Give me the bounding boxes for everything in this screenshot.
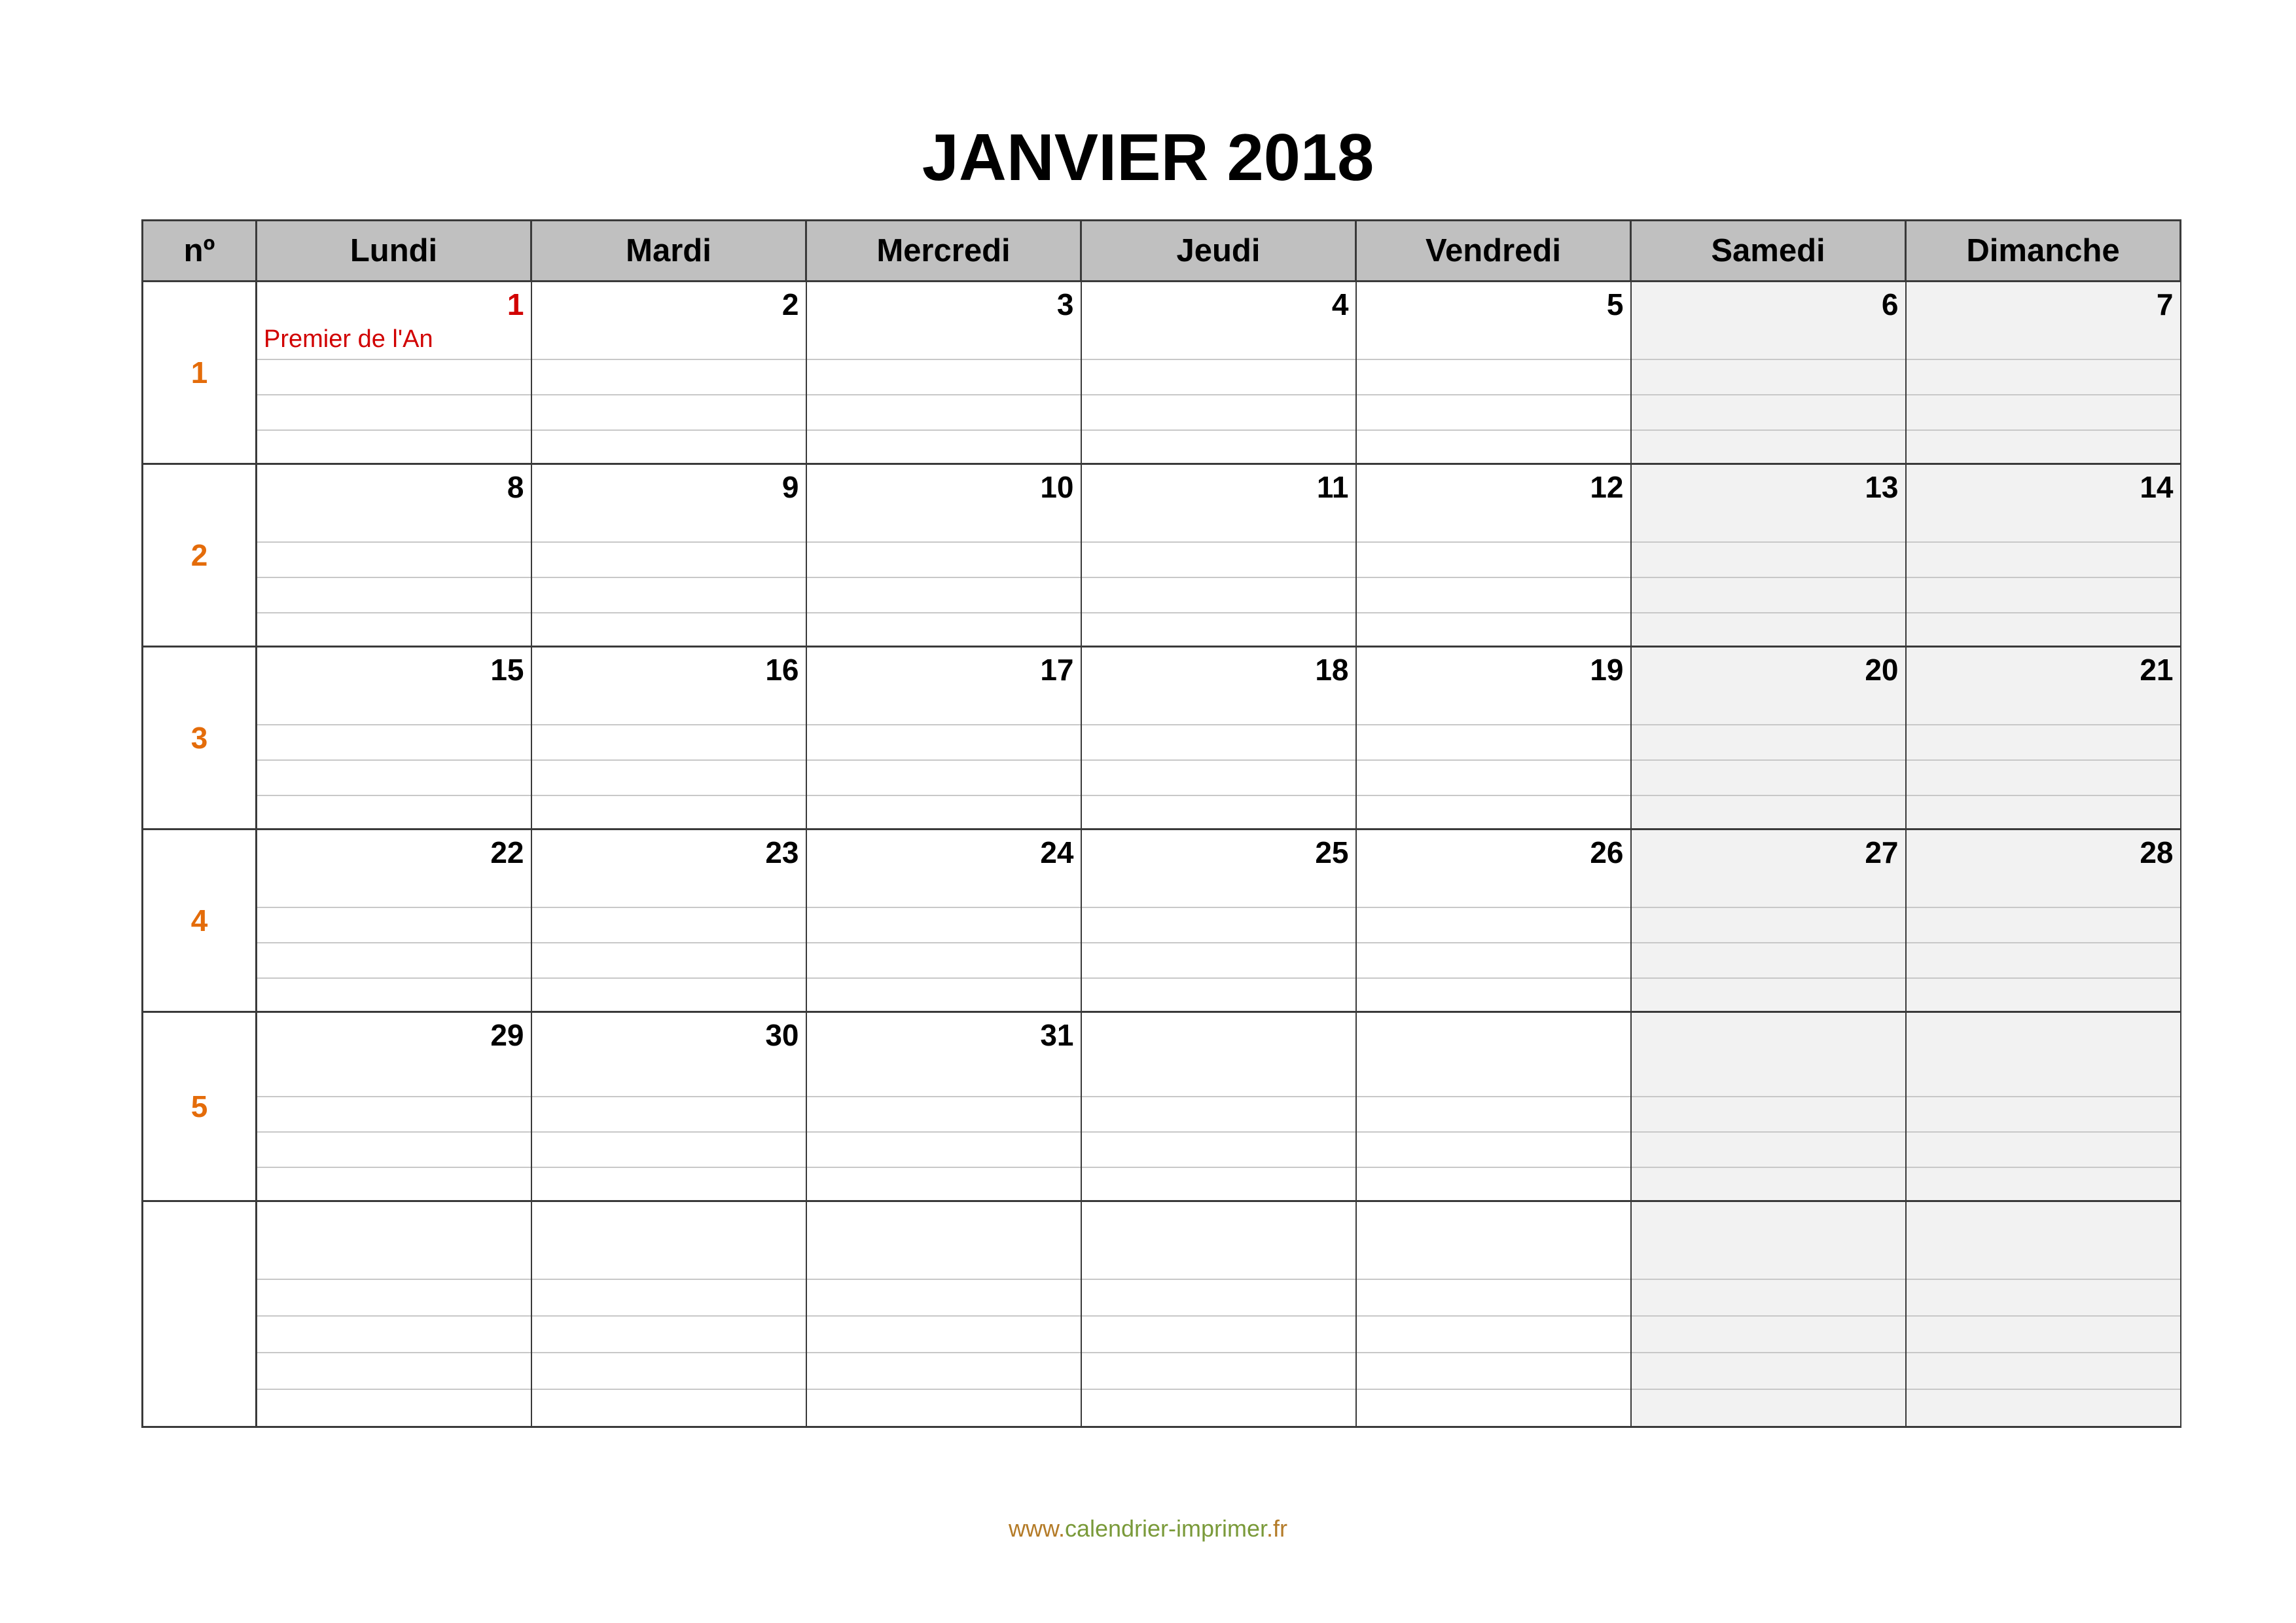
day-number: 4 — [1331, 287, 1349, 321]
note-line — [1082, 1131, 1355, 1133]
note-line — [1907, 759, 2180, 761]
footer-website — [0, 1512, 2296, 1545]
note-line — [807, 359, 1081, 360]
day-cell-jeudi[interactable] — [1081, 1012, 1356, 1201]
calendar-title: JANVIER 2018 — [922, 121, 1374, 194]
note-line — [257, 1352, 531, 1353]
note-line — [532, 977, 806, 979]
day-cell-mercredi[interactable] — [806, 282, 1081, 464]
week-number: 3 — [143, 647, 257, 830]
day-number: 30 — [765, 1018, 799, 1052]
note-line — [532, 759, 806, 761]
day-cell-mardi[interactable] — [531, 464, 806, 647]
day-cell-samedi[interactable] — [1631, 464, 1906, 647]
day-cell-vendredi[interactable] — [1356, 1012, 1631, 1201]
note-line — [532, 541, 806, 543]
note-line — [1357, 724, 1630, 725]
note-line — [1907, 724, 2180, 725]
day-cell-dimanche[interactable] — [1906, 647, 2181, 830]
day-cell-jeudi[interactable] — [1081, 464, 1356, 647]
day-cell-lundi[interactable] — [257, 464, 531, 647]
note-line — [807, 1315, 1081, 1317]
note-line — [1082, 1279, 1355, 1280]
day-number: 5 — [1606, 287, 1624, 321]
day-cell-dimanche[interactable] — [1906, 1012, 2181, 1201]
day-cell-mercredi[interactable] — [806, 830, 1081, 1012]
day-number: 11 — [1316, 470, 1349, 504]
day-number: 2 — [781, 287, 799, 321]
note-line — [1632, 1315, 1905, 1317]
week-number: 4 — [143, 830, 257, 1012]
note-line — [1632, 1352, 1905, 1353]
day-cell-mardi[interactable] — [531, 1012, 806, 1201]
day-cell-dimanche[interactable] — [1906, 282, 2181, 464]
week-row — [143, 647, 2181, 830]
day-number: 20 — [1865, 653, 1899, 687]
week-number — [143, 1201, 257, 1427]
note-line — [1632, 429, 1905, 431]
day-number: 21 — [2140, 653, 2174, 687]
weekday-header-row — [143, 221, 2181, 282]
note-line — [257, 942, 531, 943]
day-number: 6 — [1881, 287, 1899, 321]
week-row — [143, 1012, 2181, 1201]
note-line — [1082, 429, 1355, 431]
note-line — [807, 907, 1081, 908]
note-line — [532, 1279, 806, 1280]
day-number: 31 — [1040, 1018, 1074, 1052]
note-line — [807, 394, 1081, 395]
note-line — [1082, 1096, 1355, 1097]
note-line — [1357, 359, 1630, 360]
footer-site-name: calendrier-imprimer — [1064, 1515, 1267, 1542]
note-line — [257, 541, 531, 543]
note-line — [1082, 1167, 1355, 1168]
note-line — [1907, 1352, 2180, 1353]
note-line — [1632, 1096, 1905, 1097]
note-line — [257, 759, 531, 761]
note-line — [257, 1131, 531, 1133]
weekday-header-mardi: Mardi — [531, 221, 806, 282]
day-cell-jeudi[interactable] — [1081, 830, 1356, 1012]
day-cell-jeudi[interactable] — [1081, 282, 1356, 464]
note-line — [1082, 1389, 1355, 1390]
note-line — [807, 612, 1081, 613]
week-number: 1 — [143, 282, 257, 464]
note-line — [532, 429, 806, 431]
note-line — [1632, 795, 1905, 796]
note-line — [1907, 977, 2180, 979]
day-cell-jeudi[interactable] — [1081, 647, 1356, 830]
weekday-header-dimanche: Dimanche — [1906, 221, 2181, 282]
note-line — [1632, 1167, 1905, 1168]
day-number: 19 — [1590, 653, 1624, 687]
week-row — [143, 1201, 2181, 1427]
day-number: 29 — [490, 1018, 524, 1052]
note-line — [1632, 724, 1905, 725]
note-line — [532, 795, 806, 796]
note-line — [1357, 541, 1630, 543]
note-line — [1082, 907, 1355, 908]
week-row — [143, 464, 2181, 647]
note-line — [1082, 1352, 1355, 1353]
note-line — [257, 1389, 531, 1390]
day-cell-mercredi[interactable] — [806, 464, 1081, 647]
day-cell-lundi[interactable] — [257, 1012, 531, 1201]
note-line — [1357, 1352, 1630, 1353]
note-line — [1357, 1315, 1630, 1317]
note-line — [1632, 759, 1905, 761]
day-cell-vendredi[interactable] — [1356, 464, 1631, 647]
note-line — [1082, 795, 1355, 796]
note-line — [1082, 1315, 1355, 1317]
note-line — [1632, 359, 1905, 360]
note-line — [257, 977, 531, 979]
note-line — [532, 1315, 806, 1317]
note-line — [1907, 541, 2180, 543]
note-line — [1082, 394, 1355, 395]
note-line — [532, 1167, 806, 1168]
day-number: 10 — [1040, 470, 1074, 504]
day-cell-dimanche[interactable] — [1906, 1201, 2181, 1427]
note-line — [1357, 612, 1630, 613]
note-line — [1907, 1315, 2180, 1317]
day-number: 22 — [490, 835, 524, 869]
note-line — [1357, 1279, 1630, 1280]
note-line — [807, 577, 1081, 578]
note-line — [1907, 612, 2180, 613]
day-number: 16 — [765, 653, 799, 687]
day-number: 26 — [1590, 835, 1624, 869]
note-line — [257, 1279, 531, 1280]
note-line — [807, 1167, 1081, 1168]
note-line — [1907, 1167, 2180, 1168]
note-line — [1907, 1096, 2180, 1097]
day-number: 13 — [1865, 470, 1899, 504]
note-line — [532, 1131, 806, 1133]
note-line — [257, 612, 531, 613]
weekday-header-lundi: Lundi — [257, 221, 531, 282]
note-line — [1082, 759, 1355, 761]
note-line — [1632, 907, 1905, 908]
note-line — [1632, 1279, 1905, 1280]
day-cell-lundi[interactable] — [257, 647, 531, 830]
note-line — [1082, 577, 1355, 578]
note-line — [1632, 612, 1905, 613]
note-line — [807, 759, 1081, 761]
note-line — [1357, 1389, 1630, 1390]
note-line — [1907, 942, 2180, 943]
note-line — [1357, 907, 1630, 908]
day-cell-mardi[interactable] — [531, 830, 806, 1012]
holiday-label: Premier de l'An — [264, 325, 433, 353]
day-cell-dimanche[interactable] — [1906, 464, 2181, 647]
note-line — [1632, 394, 1905, 395]
note-line — [532, 577, 806, 578]
day-cell-mercredi[interactable] — [806, 1201, 1081, 1427]
day-number: 25 — [1315, 835, 1349, 869]
footer-suffix: .fr — [1266, 1515, 1288, 1542]
note-line — [1907, 429, 2180, 431]
day-cell-jeudi[interactable] — [1081, 1201, 1356, 1427]
note-line — [257, 1167, 531, 1168]
weekday-header-vendredi: Vendredi — [1356, 221, 1631, 282]
calendar-grid — [141, 219, 2181, 1428]
day-number: 9 — [781, 470, 799, 504]
day-cell-mardi[interactable] — [531, 647, 806, 830]
note-line — [807, 942, 1081, 943]
note-line — [1907, 394, 2180, 395]
day-cell-samedi[interactable] — [1631, 647, 1906, 830]
note-line — [807, 795, 1081, 796]
day-cell-samedi[interactable] — [1631, 282, 1906, 464]
note-line — [532, 1352, 806, 1353]
note-line — [1082, 977, 1355, 979]
note-line — [1082, 724, 1355, 725]
day-cell-lundi[interactable] — [257, 1201, 531, 1427]
day-number: 8 — [507, 470, 524, 504]
note-line — [807, 1096, 1081, 1097]
note-line — [1357, 1131, 1630, 1133]
note-line — [257, 1315, 531, 1317]
day-cell-vendredi[interactable] — [1356, 1201, 1631, 1427]
day-cell-dimanche[interactable] — [1906, 830, 2181, 1012]
note-line — [807, 1131, 1081, 1133]
note-line — [1082, 612, 1355, 613]
day-cell-vendredi[interactable] — [1356, 830, 1631, 1012]
note-line — [532, 394, 806, 395]
day-number: 1 — [507, 287, 524, 321]
note-line — [1632, 577, 1905, 578]
note-line — [1082, 942, 1355, 943]
note-line — [807, 724, 1081, 725]
note-line — [257, 724, 531, 725]
note-line — [807, 1352, 1081, 1353]
note-line — [807, 977, 1081, 979]
day-cell-samedi[interactable] — [1631, 830, 1906, 1012]
note-line — [1907, 1279, 2180, 1280]
note-line — [1907, 795, 2180, 796]
note-line — [532, 942, 806, 943]
note-line — [1082, 541, 1355, 543]
day-cell-mercredi[interactable] — [806, 1012, 1081, 1201]
day-cell-samedi[interactable] — [1631, 1201, 1906, 1427]
day-number: 17 — [1040, 653, 1074, 687]
note-line — [257, 577, 531, 578]
note-line — [532, 1389, 806, 1390]
note-line — [1357, 759, 1630, 761]
day-cell-vendredi[interactable] — [1356, 282, 1631, 464]
note-line — [807, 1389, 1081, 1390]
day-number: 24 — [1040, 835, 1074, 869]
note-line — [257, 429, 531, 431]
note-line — [532, 1096, 806, 1097]
day-number: 14 — [2140, 470, 2174, 504]
note-line — [1357, 977, 1630, 979]
day-number: 12 — [1590, 470, 1624, 504]
day-number: 18 — [1315, 653, 1349, 687]
week-row — [143, 830, 2181, 1012]
note-line — [1082, 359, 1355, 360]
note-line — [1357, 577, 1630, 578]
day-cell-lundi[interactable] — [257, 282, 531, 464]
note-line — [1357, 429, 1630, 431]
day-cell-mercredi[interactable] — [806, 647, 1081, 830]
note-line — [532, 724, 806, 725]
note-line — [1357, 1167, 1630, 1168]
note-line — [532, 907, 806, 908]
note-line — [1907, 577, 2180, 578]
note-line — [257, 907, 531, 908]
note-line — [1632, 977, 1905, 979]
day-cell-lundi[interactable] — [257, 830, 531, 1012]
note-line — [1357, 795, 1630, 796]
day-number: 15 — [490, 653, 524, 687]
day-cell-samedi[interactable] — [1631, 1012, 1906, 1201]
day-number: 27 — [1865, 835, 1899, 869]
note-line — [257, 359, 531, 360]
note-line — [257, 1096, 531, 1097]
note-line — [257, 795, 531, 796]
note-line — [807, 541, 1081, 543]
note-line — [1632, 1131, 1905, 1133]
note-line — [1907, 359, 2180, 360]
day-cell-mardi[interactable] — [531, 282, 806, 464]
note-line — [1357, 1096, 1630, 1097]
week-row — [143, 282, 2181, 464]
note-line — [807, 1279, 1081, 1280]
day-number: 23 — [765, 835, 799, 869]
note-line — [532, 612, 806, 613]
note-line — [807, 429, 1081, 431]
day-cell-mardi[interactable] — [531, 1201, 806, 1427]
weekday-header-mercredi: Mercredi — [806, 221, 1081, 282]
weekday-header-samedi: Samedi — [1631, 221, 1906, 282]
day-number: 3 — [1056, 287, 1074, 321]
note-line — [1907, 907, 2180, 908]
footer-prefix: www. — [1008, 1515, 1065, 1542]
note-line — [1907, 1131, 2180, 1133]
week-number: 5 — [143, 1012, 257, 1201]
note-line — [1357, 942, 1630, 943]
note-line — [1632, 1389, 1905, 1390]
note-line — [1632, 942, 1905, 943]
week-number: 2 — [143, 464, 257, 647]
day-number: 7 — [2156, 287, 2174, 321]
note-line — [1907, 1389, 2180, 1390]
note-line — [1357, 394, 1630, 395]
day-number: 28 — [2140, 835, 2174, 869]
note-line — [532, 359, 806, 360]
day-cell-vendredi[interactable] — [1356, 647, 1631, 830]
week-number-header: nº — [143, 221, 257, 282]
note-line — [1632, 541, 1905, 543]
note-line — [257, 394, 531, 395]
weekday-header-jeudi: Jeudi — [1081, 221, 1356, 282]
